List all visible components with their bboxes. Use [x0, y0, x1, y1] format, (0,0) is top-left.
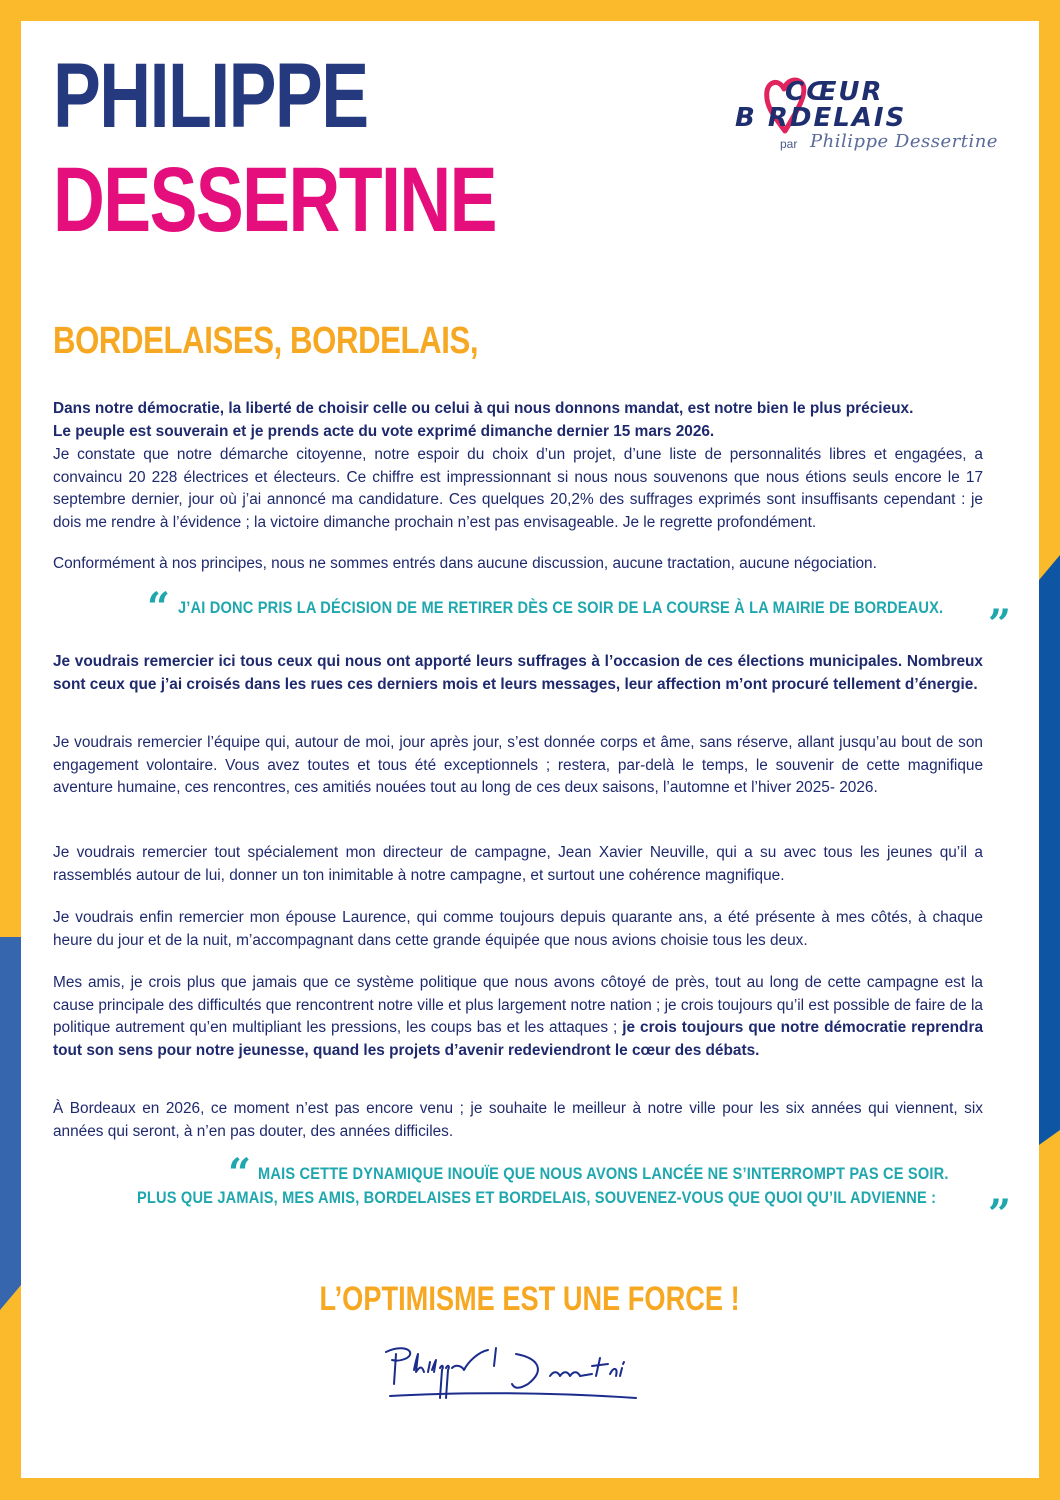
- paragraph-politics: [53, 972, 983, 1062]
- candidate-first-name: PHILIPPE: [53, 45, 368, 147]
- withdrawal-quote: J’AI DONC PRIS LA DÉCISION DE ME RETIRER DÈS CE SOIR DE LA COURSE À LA MAIRIE DE BORDEAUX.: [178, 598, 944, 617]
- logo-line-bordelais: B RDELAIS: [735, 103, 907, 133]
- dynamic-quote-line-1: MAIS CETTE DYNAMIQUE INOUÏE QUE NOUS AVONS LANCÉE NE S’INTERROMPT PAS CE SOIR.: [258, 1164, 949, 1183]
- intro-paragraph: [53, 398, 983, 443]
- paragraph-bordeaux-2026: À Bordeaux en 2026, ce moment n’est pas encore venu ; je souhaite le meilleur à notre ville pour les six années qui viennent, six années qui seront, à n’en pas douter, des années difficiles.: [53, 1100, 983, 1140]
- handwritten-signature: [378, 1340, 658, 1410]
- left-blue-band: [0, 937, 21, 1310]
- logo-line-coeur: CŒUR: [785, 77, 884, 107]
- paragraph-principles: Conformément à nos principes, nous ne sommes entrés dans aucune discussion, aucune tractation, aucune négociation.: [53, 555, 877, 572]
- close-quote-icon-2: ”: [988, 1191, 1012, 1238]
- slogan-text: L’OPTIMISME EST UNE FORCE !: [319, 1280, 741, 1318]
- letter-greeting: BORDELAISES, BORDELAIS,: [53, 320, 479, 362]
- intro-line-1: Dans notre démocratie, la liberté de choisir celle ou celui à qui nous donnons mandat, est notre bien le plus précieux.: [53, 400, 914, 417]
- dynamic-quote-line-2: PLUS QUE JAMAIS, MES AMIS, BORDELAISES ET BORDELAIS, SOUVENEZ-VOUS QUE QUOI QU’IL ADVIENNE :: [137, 1188, 937, 1207]
- right-blue-band: [1039, 555, 1060, 1145]
- candidate-last-name: DESSERTINE: [53, 149, 496, 251]
- slogan: [0, 1280, 1060, 1319]
- open-quote-icon: “: [147, 584, 171, 631]
- paragraph-thanks-voters: Je voudrais remercier ici tous ceux qui nous ont apporté leurs suffrages à l’occasion de ces élections municipales. Nombreux sont ceux que j’ai croisés dans les rues ces derniers mois et leurs messages, leur affection m’ont procuré tellement d’énergie.: [53, 653, 983, 693]
- open-quote-icon-2: “: [228, 1150, 252, 1197]
- paragraph-thanks-spouse: Je voudrais enfin remercier mon épouse Laurence, qui comme toujours depuis quarante ans, a été présente à mes côtés, à chaque heure du jour et de la nuit, m’accompagnant dans cette grande équipée que nous avions choisie tous les deux.: [53, 909, 983, 949]
- paragraph-thanks-director: Je voudrais remercier tout spécialement mon directeur de campagne, Jean Xavier Neuville, qui a su avec tous les jeunes qu’il a rassemblés autour de lui, donner un ton inimitable à notre campagne, et surtout une cohérence magnifique.: [53, 844, 983, 884]
- logo-par: par: [780, 137, 798, 151]
- logo-signature-script: Philippe Dessertine: [810, 131, 998, 152]
- politics-regular-text: Mes amis, je crois plus que jamais que ce système politique que nous avons côtoyé de près, tout au long de cette campagne est la cause principale des difficultés que rencontrent notre ville et plus largement notre nation ; je crois toujours qu’il est possible de faire de la politique autrement qu’en multipliant les pressions, les coups bas et les attaques ;: [53, 974, 983, 1037]
- politics-bold-text: je crois toujours que notre démocratie reprendra tout son sens pour notre jeunesse, quand les projets d’avenir redeviendront le cœur des débats.: [53, 1019, 984, 1059]
- paragraph-results: Je constate que notre démarche citoyenne, notre espoir du choix d’un projet, d’une liste de personnalités libres et engagées, a convaincu 20 228 électrices et électeurs. Ce chiffre est impressionnant si nous nous souvenons que nous étions seuls encore le 17 septembre dernier, jour où j’ai annoncé ma candidature. Ces quelques 20,2% des suffrages exprimés sont insuffisants cependant : je dois me rendre à l’évidence ; la victoire dimanche prochain n’est pas envisageable. Je le regrette profondément.: [53, 446, 983, 531]
- intro-line-2: Le peuple est souverain et je prends acte du vote exprimé dimanche dernier 15 mars 2026.: [53, 422, 715, 440]
- paragraph-thanks-team: Je voudrais remercier l’équipe qui, autour de moi, jour après jour, s’est donnée corps et âme, sans réserve, allant jusqu’au bout de son engagement volontaire. Vous avez toutes et tous été exceptionnels ; restera, par-delà le temps, le souvenir de cette magnifique aventure humaine, ces rencontres, ces amitiés nouées tout au long de ces deux saisons, l’automne et l’hiver 2025- 2026.: [53, 734, 983, 797]
- close-quote-icon: ”: [988, 601, 1012, 648]
- coeur-bordelais-logo: [735, 75, 1000, 165]
